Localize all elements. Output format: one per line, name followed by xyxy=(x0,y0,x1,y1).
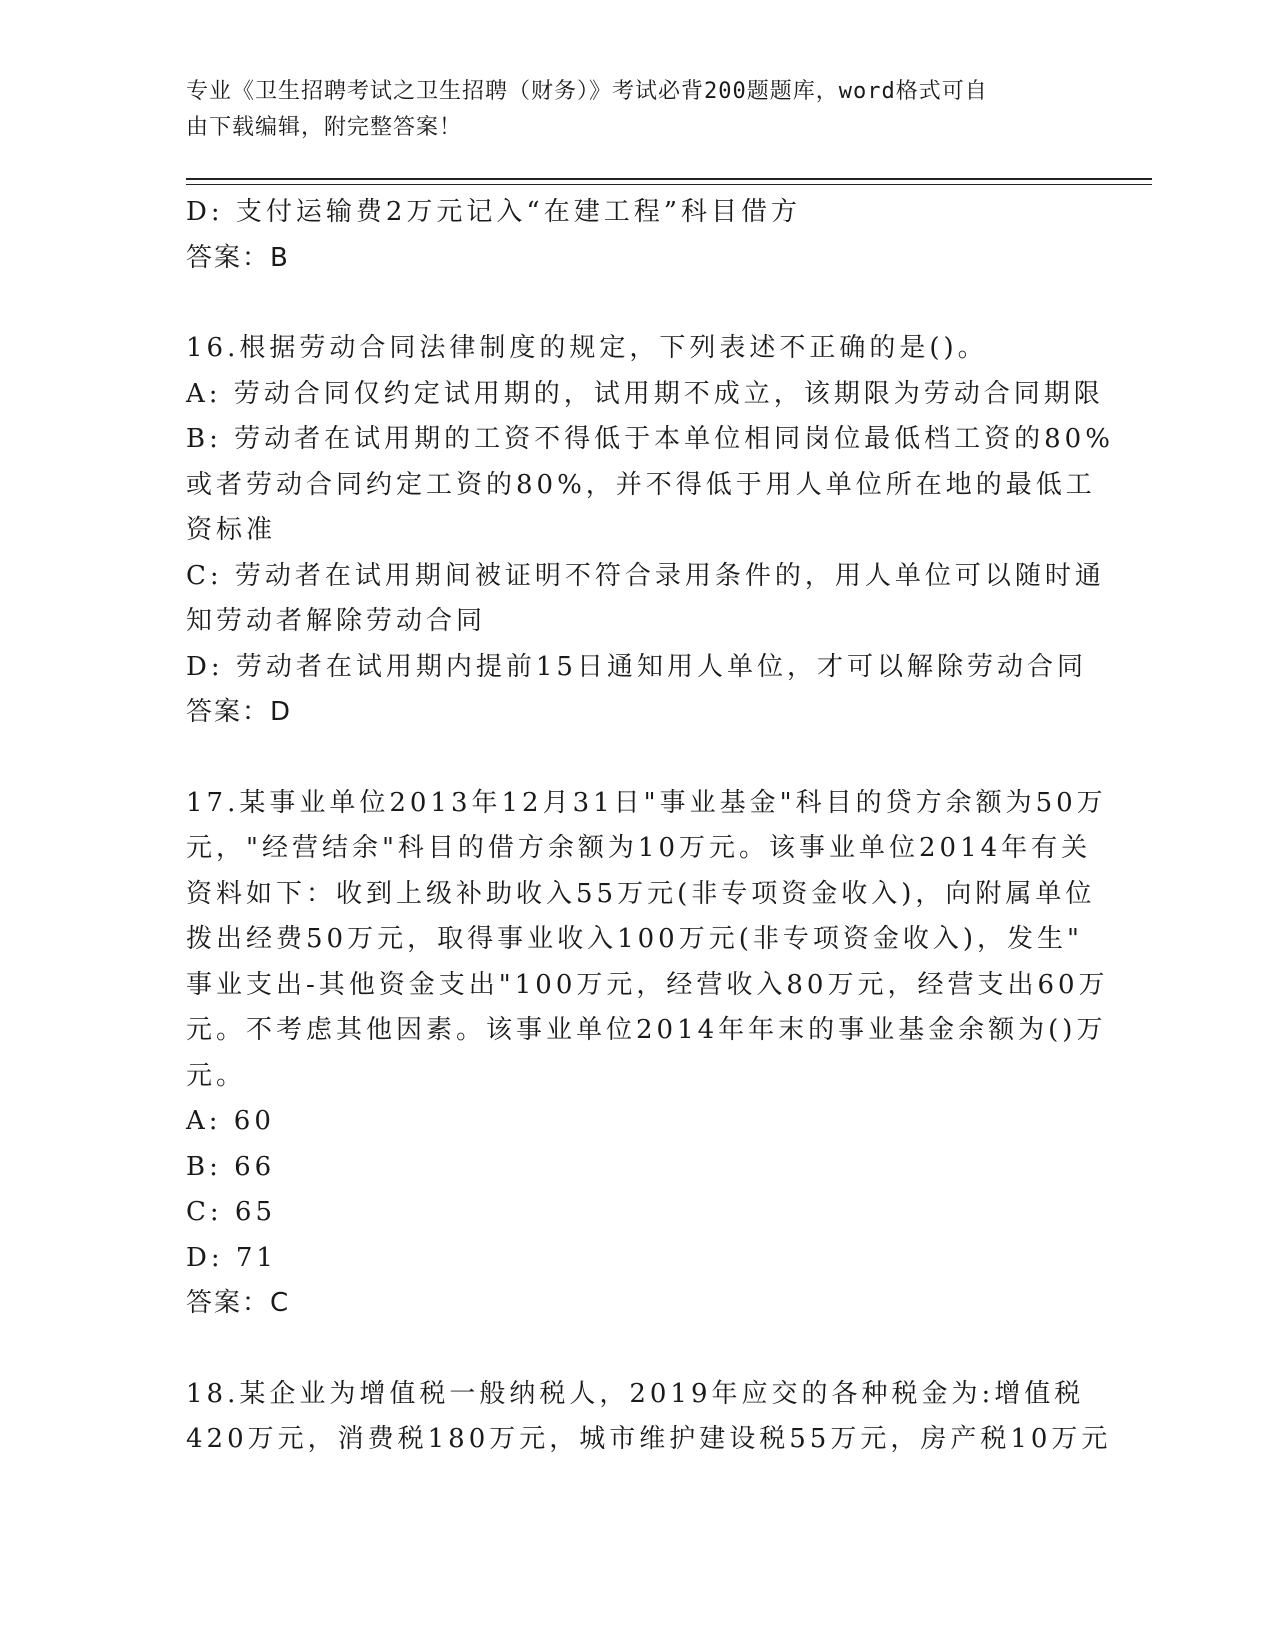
option-b: B: 劳动者在试用期的工资不得低于本单位相同岗位最低档工资的80% xyxy=(186,424,1114,454)
header-line: 专业《卫生招聘考试之卫生招聘（财务）》考试必背200题题库，word格式可自 xyxy=(186,79,988,104)
option-d: D: 劳动者在试用期内提前15日通知用人单位，才可以解除劳动合同 xyxy=(186,651,1087,682)
option-a: A: 劳动合同仅约定试用期的，试用期不成立，该期限为劳动合同期限 xyxy=(186,378,1104,409)
question-17 xyxy=(186,781,1109,1327)
question-18 xyxy=(186,1372,1112,1463)
header-rule-thick xyxy=(186,178,1152,180)
answer: 答案：B xyxy=(186,242,290,273)
option-d: D: 支付运输费2万元记入“在建工程”科目借方 xyxy=(186,197,801,227)
question-stem-cont: 资料如下：收到上级补助收入55万元(非专项资金收入)，向附属单位 xyxy=(186,878,1096,909)
question-stem-cont: 元。不考虑其他因素。该事业单位2014年年末的事业基金余额为()万 xyxy=(186,1015,1107,1045)
option-a: A: 60 xyxy=(186,1106,275,1136)
question-stem-cont: 420万元，消费税180万元，城市维护建设税55万元，房产税10万元 xyxy=(186,1424,1112,1454)
previous-question-tail xyxy=(186,190,1086,281)
question-stem: 17.某事业单位2013年12月31日"事业基金"科目的贷方余额为50万 xyxy=(186,787,1107,818)
document-header xyxy=(186,74,1066,146)
answer: 答案：C xyxy=(186,1288,291,1318)
option-b-cont: 资标准 xyxy=(186,515,277,545)
question-stem-cont: 事业支出-其他资金支出"100万元，经营收入80万元，经营支出60万 xyxy=(186,969,1109,1000)
option-c: C: 劳动者在试用期间被证明不符合录用条件的，用人单位可以随时通 xyxy=(186,560,1105,591)
option-b-cont: 或者劳动合同约定工资的80%，并不得低于用人单位所在地的最低工 xyxy=(186,469,1096,500)
option-b: B: 66 xyxy=(186,1151,276,1182)
option-c: C: 65 xyxy=(186,1197,277,1227)
question-stem-cont: 元。 xyxy=(186,1060,247,1091)
document-body xyxy=(186,190,1114,1463)
header-rule-thin xyxy=(186,184,1152,185)
answer: 答案：D xyxy=(186,697,293,727)
option-c-cont: 知劳动者解除劳动合同 xyxy=(186,606,487,636)
question-stem: 18.某企业为增值税一般纳税人，2019年应交的各种税金为:增值税 xyxy=(186,1378,1085,1409)
question-stem-cont: 元，"经营结余"科目的借方余额为10万元。该事业单位2014年有关 xyxy=(186,833,1092,863)
question-16 xyxy=(186,326,1114,736)
question-stem: 16.根据劳动合同法律制度的规定，下列表述不正确的是()。 xyxy=(186,333,988,363)
question-stem-cont: 拨出经费50万元，取得事业收入100万元(非专项资金收入)，发生" xyxy=(186,924,1083,954)
option-d: D: 71 xyxy=(186,1242,277,1273)
header-line: 由下载编辑，附完整答案！ xyxy=(186,115,463,140)
